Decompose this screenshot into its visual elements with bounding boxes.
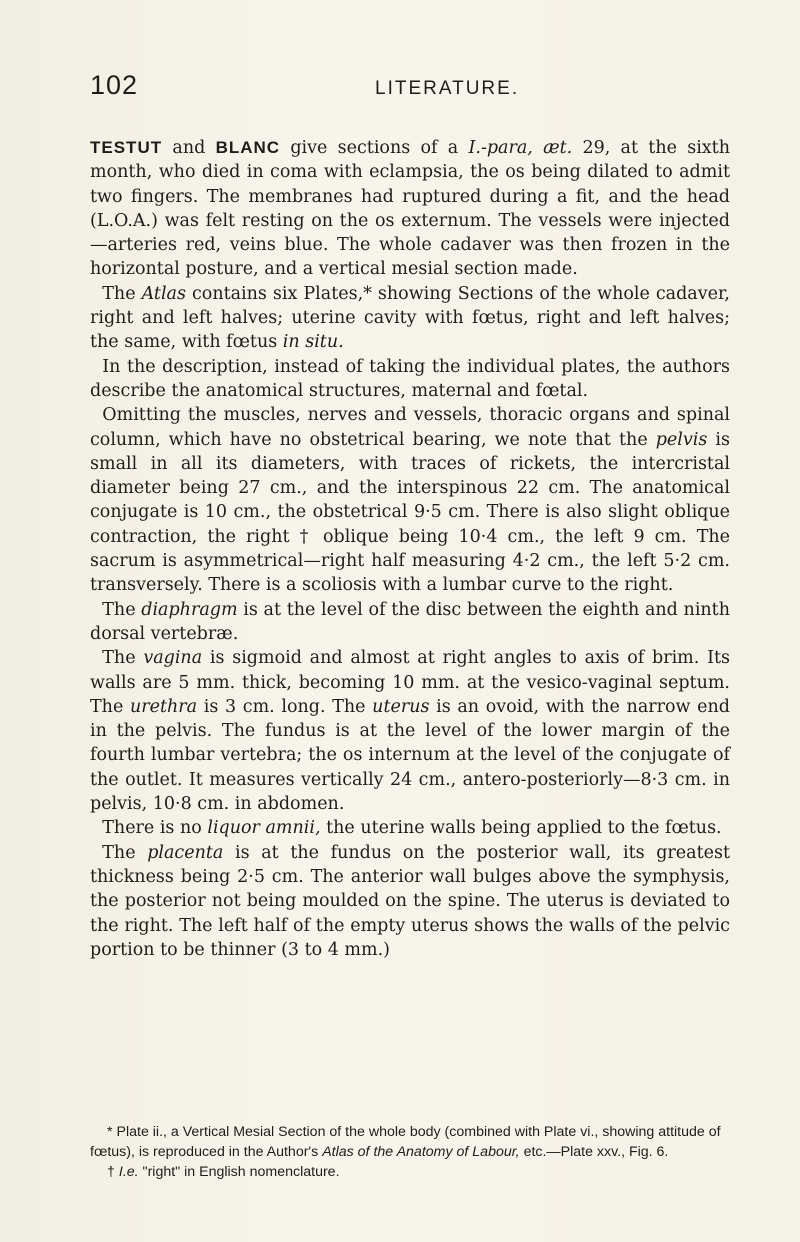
italic-term: Atlas of the Anatomy of Labour, xyxy=(322,1144,520,1160)
text-run: is 3 cm. long. The xyxy=(197,696,373,717)
paragraph xyxy=(90,598,730,647)
text-run: is sigmoid and almost at right angles to axis of brim. Its walls are 5 mm. thick, becoming 10 mm. at the vesico-vaginal septum. The xyxy=(90,648,730,717)
text-run: 29, at the sixth month, who died in coma with eclampsia, the os being dilated to admit two fingers. The membranes had ruptured during a fit, and the head (L.O.A.) was felt resting on the os externum. The vessels were injected—arteries red, veins blue. The whole cadaver was then frozen in the horizontal posture, and a vertical mesial section made. xyxy=(90,138,730,280)
italic-term: diaphragm xyxy=(141,599,238,620)
italic-term: I.e. xyxy=(118,1164,139,1180)
italic-term: in situ. xyxy=(282,332,344,353)
text-run: is at the level of the disc between the eighth and ninth dorsal vertebræ. xyxy=(90,599,730,644)
text-run: give sections of a xyxy=(280,138,469,158)
italic-term: vagina xyxy=(143,648,203,669)
italic-term: pelvis xyxy=(655,429,708,450)
text-run: "right" in English nomenclature. xyxy=(138,1164,340,1180)
text-run: The xyxy=(102,648,144,669)
text-run: * Plate ii., a Vertical Mesial Section of the whole body (combined with Plate vi., showing attitude of fœtus), is reproduced in the Author's xyxy=(90,1124,721,1160)
text-run: Omitting the muscles, nerves and vessels, thoracic organs and spinal column, which have no obstetrical bearing, we note that the xyxy=(90,405,730,450)
text-run: The xyxy=(102,842,148,863)
footnote xyxy=(90,1162,730,1182)
paragraph xyxy=(90,816,730,840)
paragraph xyxy=(90,282,730,355)
text-run: is small in all its diameters, with traces of rickets, the intercristal diameter being 27 cm., and the interspinous 22 cm. The anatomical conjugate is 10 cm., the obstetrical 9·5 cm. There is also slight oblique contraction, the right † oblique being 10·4 cm., the left 9 cm. The sacrum is asymmetrical—right half measuring 4·2 cm., the left 5·2 cm. transversely. There is a scoliosis with a lumbar curve to the right. xyxy=(90,429,730,596)
text-run: In the description, instead of taking the individual plates, the authors describe the anatomical structures, maternal and fœtal. xyxy=(90,356,730,401)
paragraph xyxy=(90,403,730,597)
italic-term: uterus xyxy=(372,696,430,717)
italic-term: æt. xyxy=(543,138,573,158)
text-run: is at the fundus on the posterior wall, its greatest thickness being 2·5 cm. The anterior wall bulges above the symphysis, the posterior not being moulded on the spine. The uterus is deviated to the right. The left half of the empty uterus shows the walls of the pelvic portion to be thinner (3 to 4 mm.) xyxy=(90,842,730,960)
page-header xyxy=(90,70,730,110)
author-name: TESTUT xyxy=(90,138,163,157)
text-run: is an ovoid, with the narrow end in the pelvis. The fundus is at the level of the lower margin of the fourth lumbar vertebra; the os internum at the level of the conjugate of the outlet. It measures vertically 24 cm., antero-posteriorly—8·3 cm. in pelvis, 10·8 cm. in abdomen. xyxy=(90,696,730,815)
text-run: There is no xyxy=(102,818,208,839)
author-name: BLANC xyxy=(215,138,281,157)
italic-term: placenta xyxy=(147,842,224,863)
running-head: LITERATURE. xyxy=(375,78,520,99)
text-run: contains six Plates,* showing Sections of the whole cadaver, right and left halves; uterine cavity with fœtus, right and left halves; the same, with fœtus xyxy=(90,283,730,353)
text-run xyxy=(533,138,543,158)
footnote xyxy=(90,1122,730,1162)
paragraph xyxy=(90,355,730,404)
footnotes xyxy=(90,1122,730,1182)
body-text xyxy=(90,136,730,962)
page-number: 102 xyxy=(90,70,139,100)
text-run: etc.—Plate xxv., Fig. 6. xyxy=(519,1144,669,1160)
paragraph xyxy=(90,136,730,282)
text-run: The xyxy=(102,599,142,620)
paragraph xyxy=(90,841,730,962)
text-run: the uterine walls being applied to the fœtus. xyxy=(320,818,722,839)
text-run: † xyxy=(107,1164,119,1180)
italic-term: urethra xyxy=(129,696,198,717)
text-run: The xyxy=(102,283,142,304)
italic-term: I.-para, xyxy=(468,138,533,158)
text-run: and xyxy=(162,138,216,158)
italic-term: liquor amnii, xyxy=(207,818,321,839)
italic-term: Atlas xyxy=(141,283,186,304)
paragraph xyxy=(90,646,730,816)
